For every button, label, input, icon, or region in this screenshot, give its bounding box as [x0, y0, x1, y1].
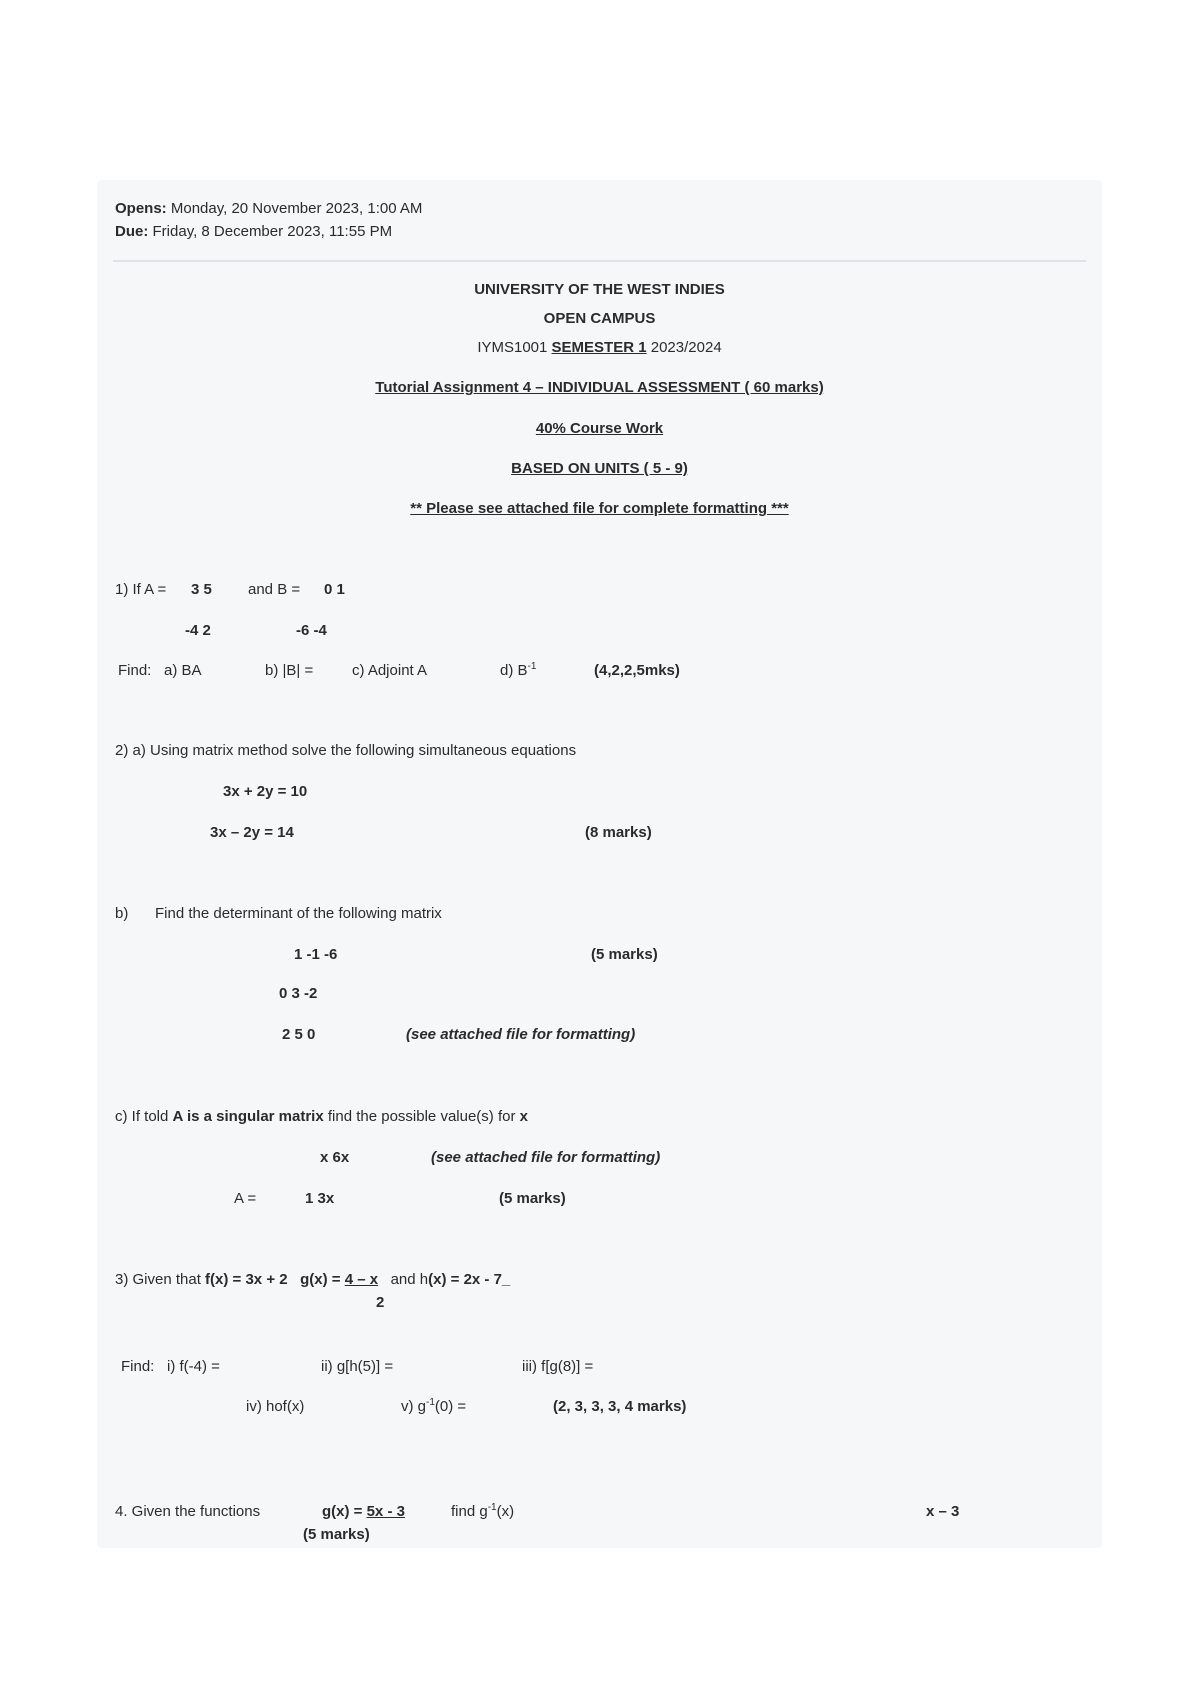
- course-line: [97, 339, 1102, 357]
- q2c-lead: c) If told: [115, 1108, 173, 1125]
- q2a-marks: (8 marks): [585, 824, 652, 841]
- q1-and-b: and B =: [248, 581, 301, 598]
- q4-denominator: x – 3: [926, 1503, 960, 1520]
- q3-part-iii: iii) f[g(8)] =: [522, 1358, 594, 1375]
- divider: [113, 260, 1086, 262]
- units-line: BASED ON UNITS ( 5 - 9): [511, 460, 688, 477]
- q1-matrix-b-row1: 0 1: [324, 581, 345, 598]
- q4-find: [451, 1503, 514, 1521]
- q2b-text: Find the determinant of the following matrix: [155, 905, 442, 922]
- year: 2023/2024: [650, 339, 722, 356]
- q3-part-i: i) f(-4) =: [167, 1358, 220, 1375]
- q2a-eq1: 3x + 2y = 10: [223, 783, 308, 800]
- q2c-matrix-row2: 1 3x: [305, 1190, 335, 1207]
- q1-lead: 1) If A =: [115, 581, 167, 598]
- q4-g-numerator: 5x - 3: [366, 1503, 405, 1520]
- q1-marks: (4,2,2,5mks): [594, 662, 680, 679]
- q4-g: g(x) =: [322, 1503, 367, 1520]
- coursework-weight: 40% Course Work: [535, 420, 664, 437]
- q1-part-d: [500, 662, 536, 680]
- semester: SEMESTER 1: [551, 339, 647, 356]
- q3-part-iv: iv) hof(x): [246, 1398, 305, 1415]
- q2b-matrix-row3: 2 5 0: [282, 1026, 316, 1043]
- q3-h: (x) = 2x - 7_: [428, 1271, 511, 1288]
- q2c-a-label: A =: [234, 1190, 257, 1207]
- q3-part-v-text: v) g: [401, 1398, 427, 1415]
- q2c-bold: A is a singular matrix: [172, 1108, 324, 1125]
- q2b-matrix-row2: 0 3 -2: [279, 985, 318, 1002]
- q2b-marks: (5 marks): [591, 946, 658, 963]
- q1-part-b: b) |B| =: [265, 662, 314, 679]
- q4-marks: (5 marks): [303, 1526, 370, 1543]
- q3-find: Find:: [121, 1358, 155, 1375]
- q2a-eq2: 3x – 2y = 14: [210, 824, 294, 841]
- due-label: Due:: [115, 223, 149, 240]
- q2b-matrix-row1: 1 -1 -6: [294, 946, 338, 963]
- assignment-card: [97, 180, 1102, 1548]
- course-code: IYMS1001: [477, 339, 548, 356]
- q2c-matrix-row1: x 6x: [320, 1149, 350, 1166]
- q4-find-text: find g: [451, 1503, 488, 1520]
- q2c-marks: (5 marks): [499, 1190, 566, 1207]
- q3-part-v-rest: (0) =: [434, 1398, 467, 1415]
- q3-g-numerator: 4 – x: [344, 1271, 379, 1288]
- q2c-note: (see attached file for formatting): [431, 1149, 661, 1166]
- q1-find: Find:: [118, 662, 152, 679]
- q1-part-d-sup: -1: [527, 661, 537, 672]
- q1-part-d-text: d) B: [500, 662, 528, 679]
- q4-find-sup: -1: [487, 1502, 497, 1513]
- q1-matrix-a-row2: -4 2: [185, 622, 211, 639]
- opens-label: Opens:: [115, 200, 167, 217]
- q3-g: g(x) =: [300, 1271, 345, 1288]
- assignment-title: Tutorial Assignment 4 – INDIVIDUAL ASSESSMENT ( 60 marks): [375, 379, 824, 396]
- q2c-rest: find the possible value(s) for: [323, 1108, 520, 1125]
- q1-matrix-b-row2: -6 -4: [296, 622, 327, 639]
- q3-part-v-sup: -1: [426, 1397, 435, 1408]
- due-line: [115, 223, 392, 241]
- q2c-var: x: [519, 1108, 528, 1125]
- q4-g-line: [322, 1503, 405, 1521]
- q3-and: and h: [390, 1271, 429, 1288]
- university-title: UNIVERSITY OF THE WEST INDIES: [474, 281, 725, 298]
- opens-line: [115, 200, 422, 218]
- q3-lead: 3) Given that: [115, 1271, 206, 1288]
- q3-part-ii: ii) g[h(5)] =: [321, 1358, 394, 1375]
- q2a-text: 2) a) Using matrix method solve the following simultaneous equations: [115, 742, 577, 759]
- q1-part-c: c) Adjoint A: [352, 662, 428, 679]
- q3-marks: (2, 3, 3, 3, 4 marks): [553, 1398, 687, 1415]
- q3-part-v: [401, 1398, 466, 1416]
- due-value: Friday, 8 December 2023, 11:55 PM: [152, 223, 393, 240]
- q1-matrix-a-row1: 3 5: [191, 581, 212, 598]
- q3-g-denominator: 2: [376, 1294, 385, 1311]
- q2c-text: [115, 1108, 528, 1126]
- campus-title: OPEN CAMPUS: [543, 310, 656, 327]
- q2b-note: (see attached file for formatting): [406, 1026, 636, 1043]
- q2b-label: b): [115, 905, 129, 922]
- opens-value: Monday, 20 November 2023, 1:00 AM: [170, 200, 423, 217]
- q4-find-rest: (x): [496, 1503, 515, 1520]
- q4-lead: 4. Given the functions: [115, 1503, 261, 1520]
- q3-line: [115, 1271, 510, 1289]
- q1-part-a: a) BA: [164, 662, 202, 679]
- q3-f: f(x) = 3x + 2: [205, 1271, 288, 1288]
- formatting-note: ** Please see attached file for complete formatting ***: [410, 500, 789, 517]
